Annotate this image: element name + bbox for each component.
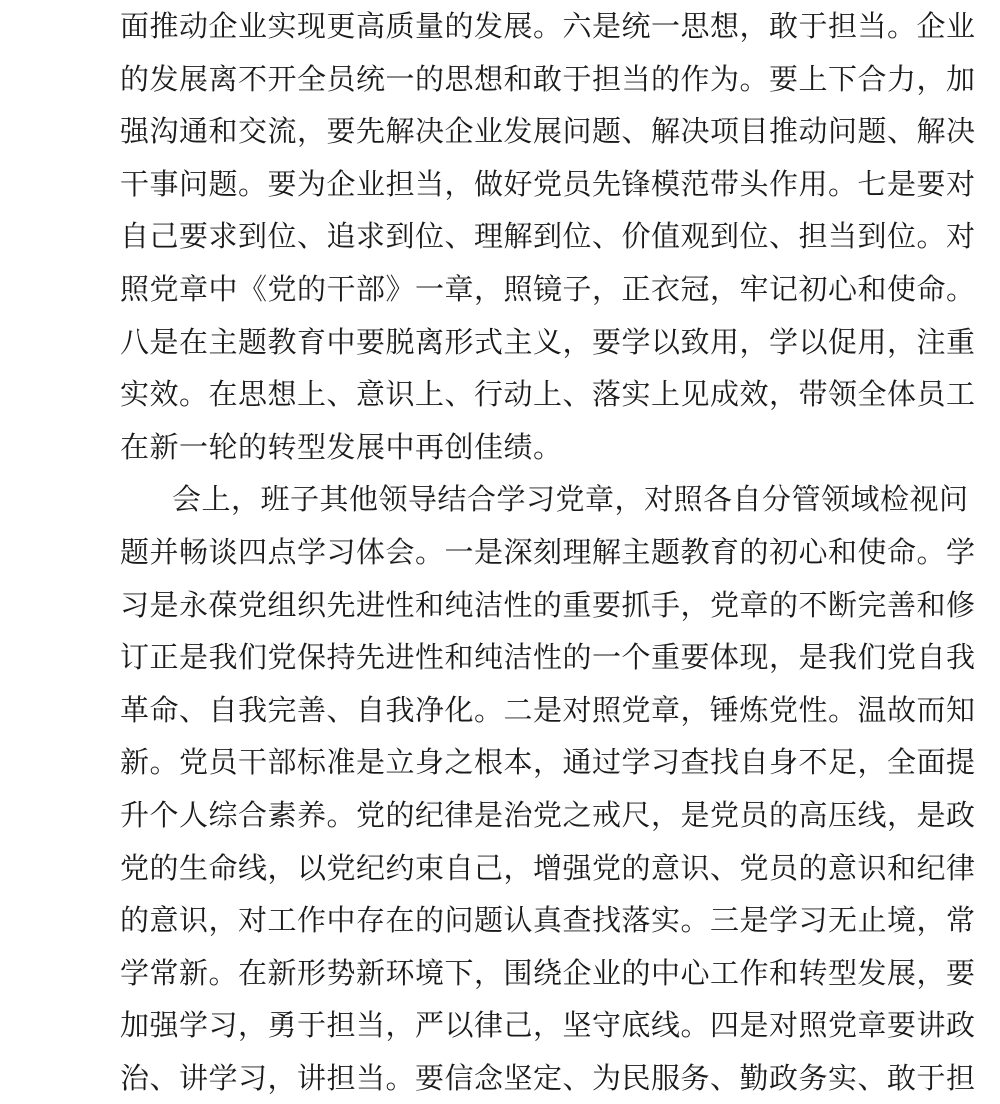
text-line: 订正是我们党保持先进性和纯洁性的一个重要体现，是我们党自我: [120, 640, 976, 675]
text-line: 自己要求到位、追求到位、理解到位、价值观到位、担当到位。对: [120, 219, 976, 254]
text-line: 强沟通和交流，要先解决企业发展问题、解决项目推动问题、解决: [120, 114, 976, 149]
text-line: 实效。在思想上、意识上、行动上、落实上见成效，带领全体员工: [120, 377, 976, 412]
body-text: [120, 0, 976, 1104]
text-line: 八是在主题教育中要脱离形式主义，要学以致用，学以促用，注重: [120, 324, 976, 359]
text-line: 新。党员干部标准是立身之根本，通过学习查找自身不足，全面提: [120, 745, 976, 780]
paragraph-1: [120, 0, 976, 473]
text-line: 党的生命线，以党纪约束自己，增强党的意识、党员的意识和纪律: [120, 850, 976, 885]
text-line: 升个人综合素养。党的纪律是治党之戒尺，是党员的高压线，是政: [120, 797, 976, 832]
text-line: 革命、自我完善、自我净化。二是对照党章，锤炼党性。温故而知: [120, 692, 976, 727]
text-line: 题并畅谈四点学习体会。一是深刻理解主题教育的初心和使命。学: [120, 534, 976, 569]
text-line: 在新一轮的转型发展中再创佳绩。: [120, 429, 563, 464]
text-line: 的意识，对工作中存在的问题认真查找落实。三是学习无止境，常: [120, 903, 976, 938]
paragraph-2: [120, 473, 976, 1104]
text-line: 面推动企业实现更高质量的发展。六是统一思想，敢于担当。企业: [120, 9, 976, 43]
text-line: 治、讲学习，讲担当。要信念坚定、为民服务、勤政务实、敢于担: [120, 1060, 976, 1095]
text-line: 习是永葆党组织先进性和纯洁性的重要抓手，党章的不断完善和修: [120, 587, 976, 622]
text-line: 学常新。在新形势新环境下，围绕企业的中心工作和转型发展，要: [120, 955, 976, 990]
text-line: 照党章中《党的干部》一章，照镜子，正衣冠，牢记初心和使命。: [120, 271, 976, 306]
text-line: 的发展离不开全员统一的思想和敢于担当的作为。要上下合力，加: [120, 61, 976, 96]
text-line: 加强学习，勇于担当，严以律己，坚守底线。四是对照党章要讲政: [120, 1008, 976, 1043]
text-line: 会上，班子其他领导结合学习党章，对照各自分管领域检视问: [172, 482, 969, 517]
text-line: 干事问题。要为企业担当，做好党员先锋模范带头作用。七是要对: [120, 166, 976, 201]
